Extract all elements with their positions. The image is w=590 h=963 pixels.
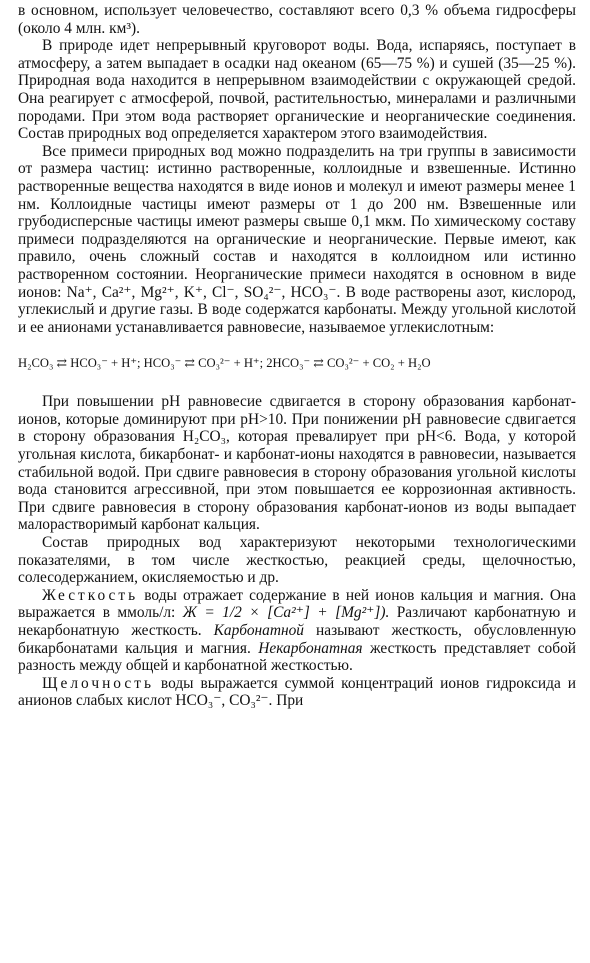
carbonate-hardness-term: Карбонатной	[213, 622, 304, 639]
hardness-text-2: Различают карбонатную и некарбонатную жесткость.	[18, 604, 576, 639]
paragraph-impurities: Все примеси природных вод можно подразделить на три группы в зависимости от размера частиц: истинно растворенные, коллоидные и взвешенные. Истинно растворенные вещества находятся в виде ионов и молекул и имеют размеры менее 1 нм. Коллоидные частицы имеют размеры от 1 до 200 нм. Взвешенные или грубодисперсные частицы имеют размеры свыше 0,1 мкм. По химическому составу примеси подразделяются на органические и неорганические. Первые имеют, как правило, очень сложный состав и находятся в коллоидном или истинно растворенном состоянии. Неорганические примеси находятся в основном в виде ионов: Na⁺, Ca²⁺, Mg²⁺, K⁺, Cl⁻, SO₄²⁻, HCO₃⁻. В воде растворены азот, кислород, углекислый и другие газы. В воде содержатся карбонаты. Между угольной кислотой и ее анионами устанавливается равновесие, называемое углекислотным:	[18, 142, 576, 336]
paragraph-hardness	[18, 587, 576, 675]
alkalinity-term: Щелочность	[42, 674, 154, 692]
paragraph-indicators: Состав природных вод характеризуют некоторыми технологическими показателями, в том числе жесткостью, реакцией среды, щелочностью, солесодержанием, окисляемостью и др.	[18, 534, 576, 587]
paragraph-hydrosphere: в основном, использует человечество, составляют всего 0,3 % объема гидросферы (около 4 млн. км³).	[18, 2, 576, 37]
paragraph-ph-equilibrium: При повышении pH равновесие сдвигается в сторону образования карбонат-ионов, которые доминируют при pH>10. При понижении pH равновесие сдвигается в сторону образования H₂CO₃, которая превалирует при pH<6. Вода, у которой угольная кислота, бикарбонат- и карбонат-ионы находятся в равновесии, называется стабильной водой. При сдвиге равновесия в сторону образования угольной кислоты вода становится агрессивной, при этом повышается ее коррозионная активность. При сдвиге равновесия в сторону образования карбонат-ионов из воды выпадает малорастворимый карбонат кальция.	[18, 393, 576, 534]
carbonic-equilibrium-equation: H₂CO₃ ⇄ HCO₃⁻ + H⁺; HCO₃⁻ ⇄ CO₃²⁻ + H⁺; 2HCO₃⁻ ⇄ CO₃²⁻ + CO₂ + H₂O	[18, 356, 431, 371]
paragraph-water-cycle: В природе идет непрерывный круговорот воды. Вода, испаряясь, поступает в атмосферу, а затем выпадает в осадки над океаном (65—75 %) и сушей (35—25 %). Природная вода находится в непрерывном взаимодействии с окружающей средой. Она реагирует с атмосферой, почвой, растительностью, минералами и различными породами. При этом вода растворяет органические и неорганические соединения. Состав природных вод определяется характером этого взаимодействия.	[18, 37, 576, 143]
paragraph-alkalinity	[18, 675, 576, 710]
hardness-text-1: воды отражает содержание в ней ионов кальция и магния. Она выражается в ммоль/л:	[18, 586, 576, 622]
hardness-text-3: называют жесткость, обусловленную бикарбонатами кальция и магния.	[18, 622, 576, 657]
hardness-term: Жесткость	[42, 586, 139, 604]
hardness-formula: Ж = 1/2 × [Ca²⁺] + [Mg²⁺]).	[182, 604, 390, 622]
noncarbonate-hardness-term: Некарбонатная	[258, 639, 363, 657]
alkalinity-text: воды выражается суммой концентраций ионов гидроксида и анионов слабых кислот HCO₃⁻, CO₃²⁻. При	[18, 674, 576, 710]
hardness-text-4: жесткость представляет собой разность между общей и карбонатной жесткостью.	[18, 639, 576, 675]
